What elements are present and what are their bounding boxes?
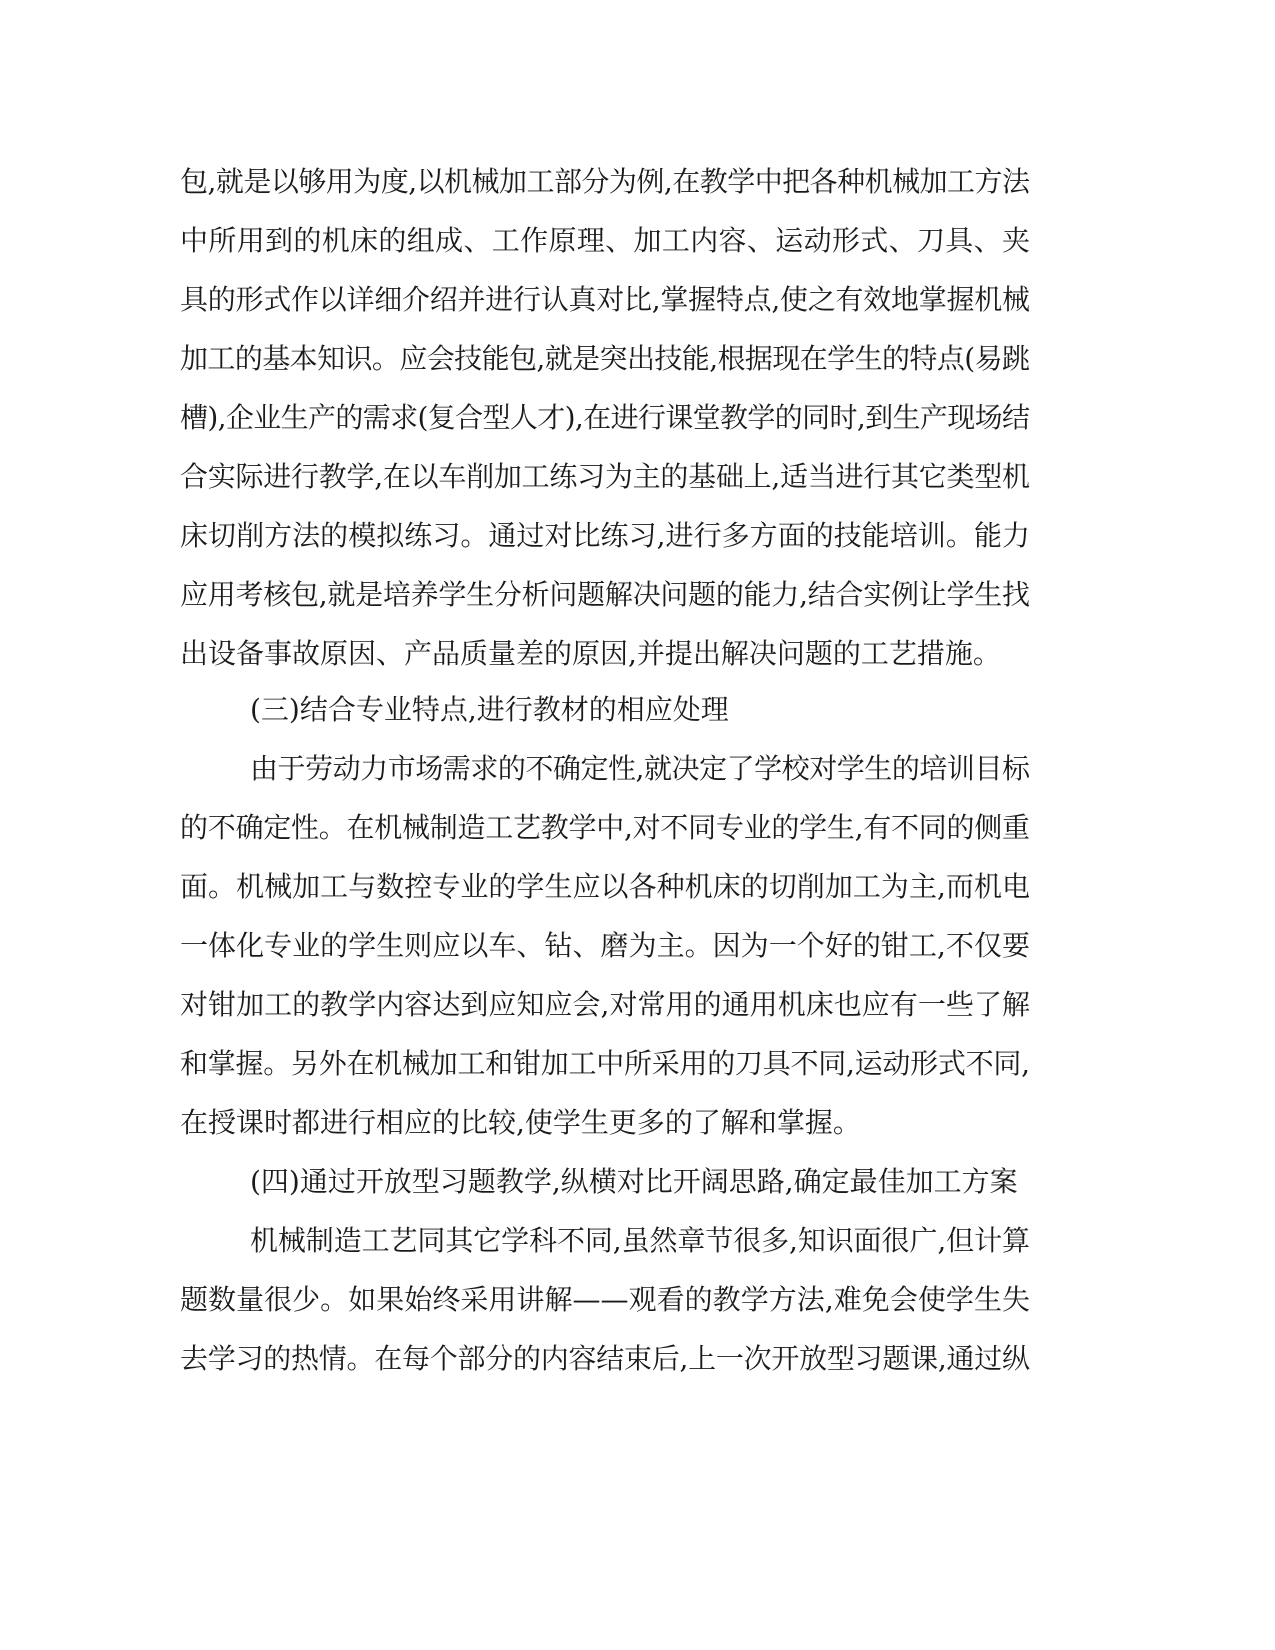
text-line: 题数量很少。如果始终采用讲解——观看的教学方法,难免会使学生失 — [180, 1283, 1031, 1316]
text-line: 在授课时都进行相应的比较,使学生更多的了解和掌握。 — [180, 1106, 861, 1139]
text-line: 出设备事故原因、产品质量差的原因,并提出解决问题的工艺措施。 — [180, 637, 1001, 670]
text-line: 一体化专业的学生则应以车、钻、磨为主。因为一个好的钳工,不仅要 — [180, 929, 1031, 962]
section-heading: (三)结合专业特点,进行教材的相应处理 — [250, 693, 729, 726]
text-line: 机械制造工艺同其它学科不同,虽然章节很多,知识面很广,但计算 — [250, 1224, 1030, 1257]
text-line: 包,就是以够用为度,以机械加工部分为例,在教学中把各种机械加工方法 — [180, 165, 1030, 198]
text-line: 和掌握。另外在机械加工和钳加工中所采用的刀具不同,运动形式不同, — [180, 1047, 1030, 1080]
text-line: 面。机械加工与数控专业的学生应以各种机床的切削加工为主,而机电 — [180, 870, 1031, 903]
text-line: 由于劳动力市场需求的不确定性,就决定了学校对学生的培训目标 — [250, 752, 1030, 785]
text-line: 的不确定性。在机械制造工艺教学中,对不同专业的学生,有不同的侧重 — [180, 811, 1030, 844]
text-line: 槽),企业生产的需求(复合型人才),在进行课堂教学的同时,到生产现场结 — [180, 401, 1030, 434]
text-line: 应用考核包,就是培养学生分析问题解决问题的能力,结合实例让学生找 — [180, 578, 1030, 611]
text-line: 去学习的热情。在每个部分的内容结束后,上一次开放型习题课,通过纵 — [180, 1342, 1030, 1375]
text-line: 床切削方法的模拟练习。通过对比练习,进行多方面的技能培训。能力 — [180, 519, 1031, 552]
text-line: 加工的基本知识。应会技能包,就是突出技能,根据现在学生的特点(易跳 — [180, 342, 1030, 375]
text-line: 中所用到的机床的组成、工作原理、加工内容、运动形式、刀具、夹 — [180, 224, 1031, 257]
text-line: 具的形式作以详细介绍并进行认真对比,掌握特点,使之有效地掌握机械 — [180, 283, 1030, 316]
section-heading: (四)通过开放型习题教学,纵横对比开阔思路,确定最佳加工方案 — [250, 1165, 1018, 1198]
text-line: 对钳加工的教学内容达到应知应会,对常用的通用机床也应有一些了解 — [180, 988, 1031, 1021]
text-line: 合实际进行教学,在以车削加工练习为主的基础上,适当进行其它类型机 — [180, 460, 1030, 493]
